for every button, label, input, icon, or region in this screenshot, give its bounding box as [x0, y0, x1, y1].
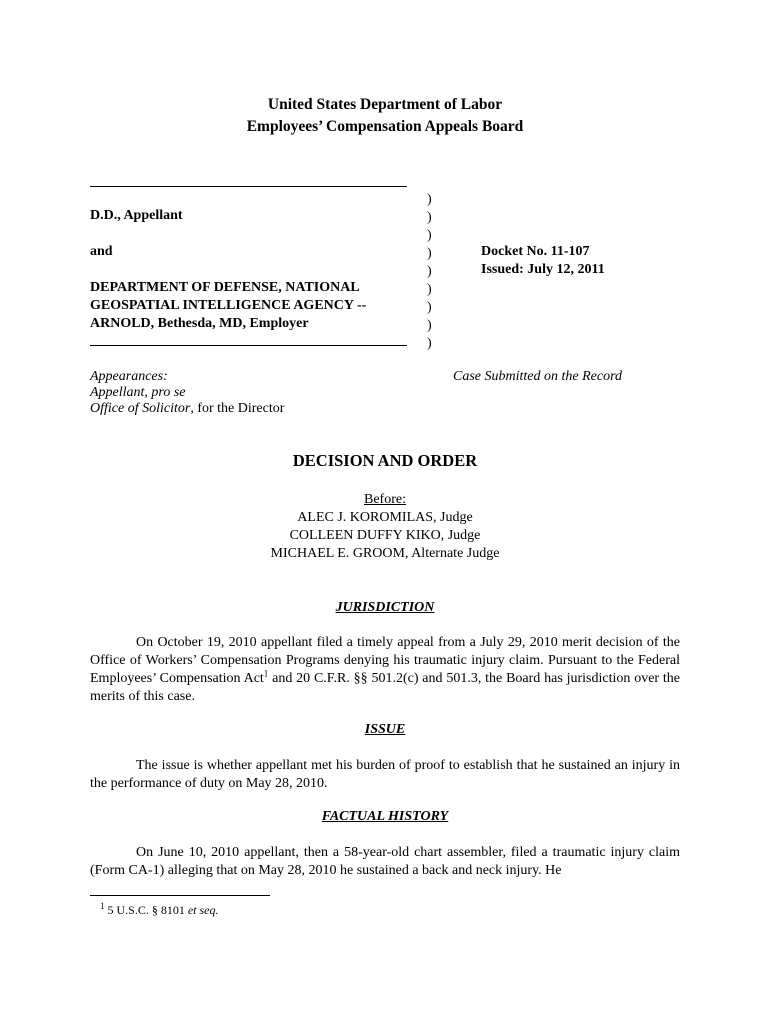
solicitor-office: Office of Solicitor	[90, 401, 191, 416]
judge-2: COLLEEN DUFFY KIKO, Judge	[289, 528, 481, 543]
judge-1: ALEC J. KOROMILAS, Judge	[297, 510, 473, 525]
jurisdiction-heading: JURISDICTION	[335, 600, 435, 615]
footnote-number: 1	[100, 901, 105, 911]
caption-bottom-rule	[90, 345, 407, 346]
footnote-rule	[90, 895, 270, 896]
employer-line-1: DEPARTMENT OF DEFENSE, NATIONAL	[90, 280, 360, 295]
employer-line-3: ARNOLD, Bethesda, MD, Employer	[90, 316, 309, 331]
caption-parentheses	[427, 191, 432, 353]
paren: )	[427, 300, 432, 315]
paren: )	[427, 210, 432, 225]
before-label: Before:	[364, 492, 406, 507]
paren: )	[427, 246, 432, 261]
docket-number: Docket No. 11-107	[481, 244, 590, 259]
footnote-ref: 1	[263, 668, 269, 679]
agency-title: United States Department of Labor	[267, 96, 503, 113]
caption-and: and	[90, 244, 113, 259]
issue-heading: ISSUE	[364, 722, 406, 737]
employer-line-2: GEOSPATIAL INTELLIGENCE AGENCY --	[90, 298, 367, 313]
solicitor-appearance	[90, 400, 284, 418]
paren: )	[427, 318, 432, 333]
issued-date: Issued: July 12, 2011	[481, 262, 605, 277]
paren: )	[427, 264, 432, 279]
factual-history-heading: FACTUAL HISTORY	[321, 809, 449, 824]
footnote	[100, 902, 219, 918]
paren: )	[427, 282, 432, 297]
case-submitted: Case Submitted on the Record	[453, 369, 623, 384]
paren: )	[427, 192, 432, 207]
appearances-label: Appearances:	[90, 369, 168, 384]
paren: )	[427, 228, 432, 243]
jurisdiction-paragraph: On October 19, 2010 appellant filed a timely appeal from a July 29, 2010 merit decision of the Office of Workers’ Compensation Programs denying his traumatic injury claim. Pursuant to the Federal Employees’ Compensation Act$^1$ and 20 C.F.R. §§ 501.2(c) and 501.3, the Board has jurisdiction over the merits of this case.	[90, 635, 680, 704]
appellant-name: D.D., Appellant	[90, 208, 183, 223]
board-title: Employees’ Compensation Appeals Board	[246, 118, 524, 135]
paren: )	[427, 336, 432, 351]
decision-title: DECISION AND ORDER	[292, 451, 478, 470]
appellant-appearance: Appellant, pro se	[90, 385, 186, 400]
solicitor-suffix: , for the Director	[190, 401, 285, 416]
footnote-italic: et seq.	[187, 903, 219, 917]
factual-history-paragraph: On June 10, 2010 appellant, then a 58-year-old chart assembler, filed a traumatic injury claim (Form CA-1) alleging that on May 28, 2010 he sustained a back and neck injury. He	[90, 845, 680, 878]
caption-top-rule	[90, 186, 407, 187]
footnote-text: 5 U.S.C. § 8101	[104, 903, 188, 917]
judge-3: MICHAEL E. GROOM, Alternate Judge	[270, 546, 500, 561]
issue-paragraph: The issue is whether appellant met his burden of proof to establish that he sustained an injury in the performance of duty on May 28, 2010.	[90, 758, 680, 791]
